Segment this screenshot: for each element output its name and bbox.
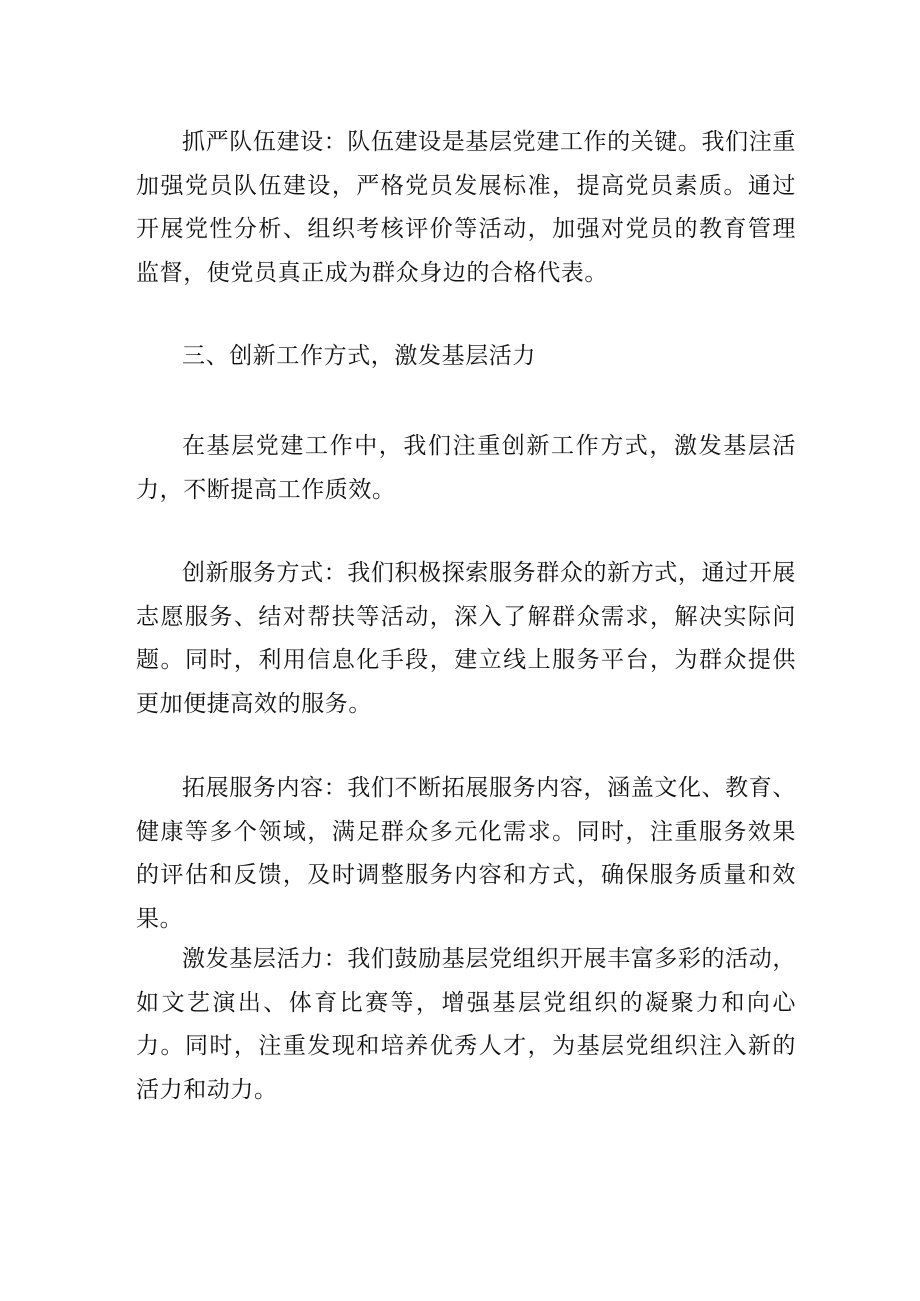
paragraph-team-building: 抓严队伍建设：队伍建设是基层党建工作的关键。我们注重加强党员队伍建设，严格党员发展标准，提高党员素质。通过开展党性分析、组织考核评价等活动，加强对党员的教育管理监督，使党员真正成为群众身边的合格代表。: [136, 129, 796, 286]
paragraph-service-content: 拓展服务内容：我们不断拓展服务内容，涵盖文化、教育、健康等多个领域，满足群众多元化需求。同时，注重服务效果的评估和反馈，及时调整服务内容和方式，确保服务质量和效果。: [136, 775, 796, 932]
paragraph-grassroots-vitality: 激发基层活力：我们鼓励基层党组织开展丰富多彩的活动，如文艺演出、体育比赛等，增强基层党组织的凝聚力和向心力。同时，注重发现和培养优秀人才，为基层党组织注入新的活力和动力。: [136, 946, 796, 1103]
paragraph-section-intro: 在基层党建工作中，我们注重创新工作方式，激发基层活力，不断提高工作质效。: [136, 433, 796, 503]
paragraph-service-methods: 创新服务方式：我们积极探索服务群众的新方式，通过开展志愿服务、结对帮扶等活动，深入了解群众需求，解决实际问题。同时，利用信息化手段，建立线上服务平台，为群众提供更加便捷高效的服务。: [136, 560, 796, 717]
section-heading: 三、创新工作方式，激发基层活力: [182, 343, 536, 369]
